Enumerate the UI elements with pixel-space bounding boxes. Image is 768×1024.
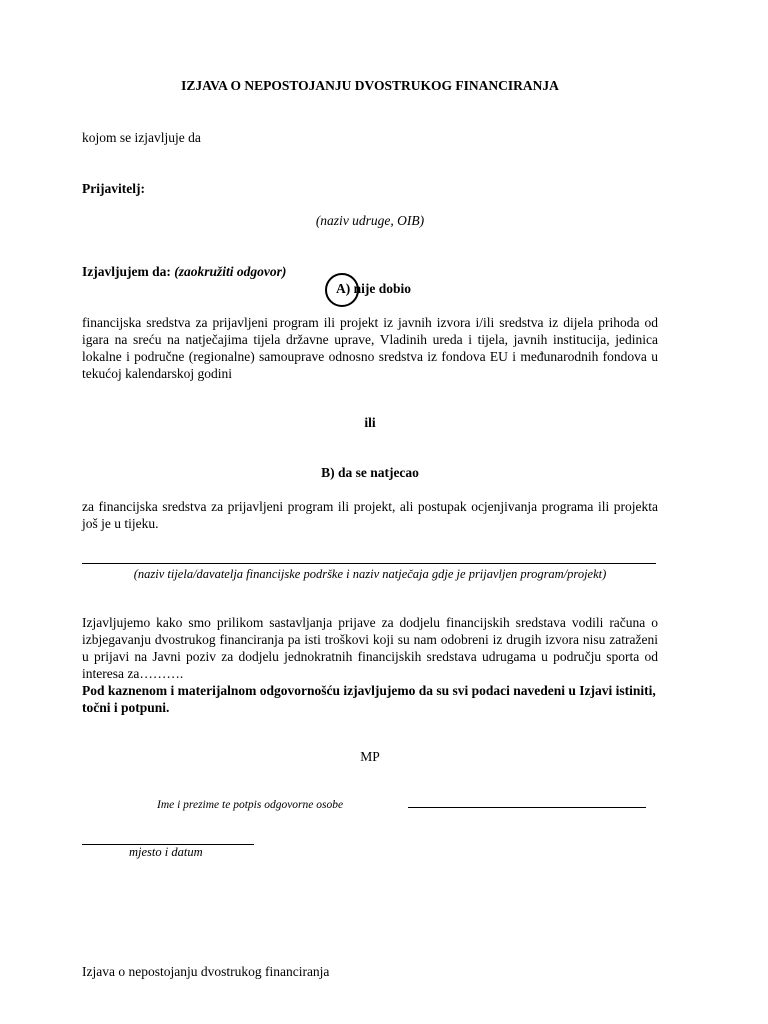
applicant-hint: (naziv udruge, OIB): [315, 213, 425, 228]
option-b-text: za financijska sredstva za prijavljeni program ili projekt, ali postupak ocjenjivanja programa ili projekta još je u tijeku.: [82, 499, 658, 531]
signature-label: Ime i prezime te potpis odgovorne osobe: [157, 799, 344, 811]
declare-hint: (zaokružiti odgovor): [174, 264, 287, 279]
place-date-label: mjesto i datum: [129, 845, 203, 859]
document-title: IZJAVA O NEPOSTOJANJU DVOSTRUKOG FINANCIRANJA: [181, 78, 559, 93]
page-footer: Izjava o nepostojanju dvostrukog financiranja: [82, 964, 330, 979]
funding-body-hint: (naziv tijela/davatelja financijske podrške i naziv natječaja gdje je prijavljen program/projekt): [133, 567, 607, 581]
applicant-label: Prijavitelj:: [82, 181, 145, 196]
option-b-label: B) da se natjecao: [321, 465, 419, 480]
declare-line: [82, 264, 286, 280]
or-label: ili: [364, 415, 376, 430]
option-a-label: A) nije dobio: [336, 281, 412, 296]
liability-text: Pod kaznenom i materijalnom odgovornošću izjavljujemo da su svi podaci navedeni u Izjavi istiniti, točni i potpuni.: [82, 683, 656, 715]
declare-label: Izjavljujem da:: [82, 264, 171, 279]
intro-text: kojom se izjavljuje da: [82, 130, 201, 145]
stamp-label: MP: [360, 749, 380, 764]
funding-body-line: [82, 563, 656, 564]
option-a-text: financijska sredstva za prijavljeni program ili projekt iz javnih izvora i/ili sredstva iz dijela prihoda od igara na sreću na natječajima tijela državne uprave, Vladinih ureda i tijela, javnih institucija, jedinica lokalne i područne (regionalne) samouprave odnosno sredstva iz fondova EU i međunarodnih fondova u tekućoj kalendarskoj godini: [82, 315, 658, 381]
statement-text: Izjavljujemo kako smo prilikom sastavljanja prijave za dodjelu financijskih sredstava vodili računa o izbjegavanju dvostrukog financiranja pa isti troškovi koji su nam odobreni iz drugih izvora nisu zatraženi u prijavi na Javni poziv za dodjelu jednokratnih financijskih sredstava udrugama u području sporta od interesa za……….: [82, 615, 658, 681]
signature-line: [408, 807, 646, 808]
